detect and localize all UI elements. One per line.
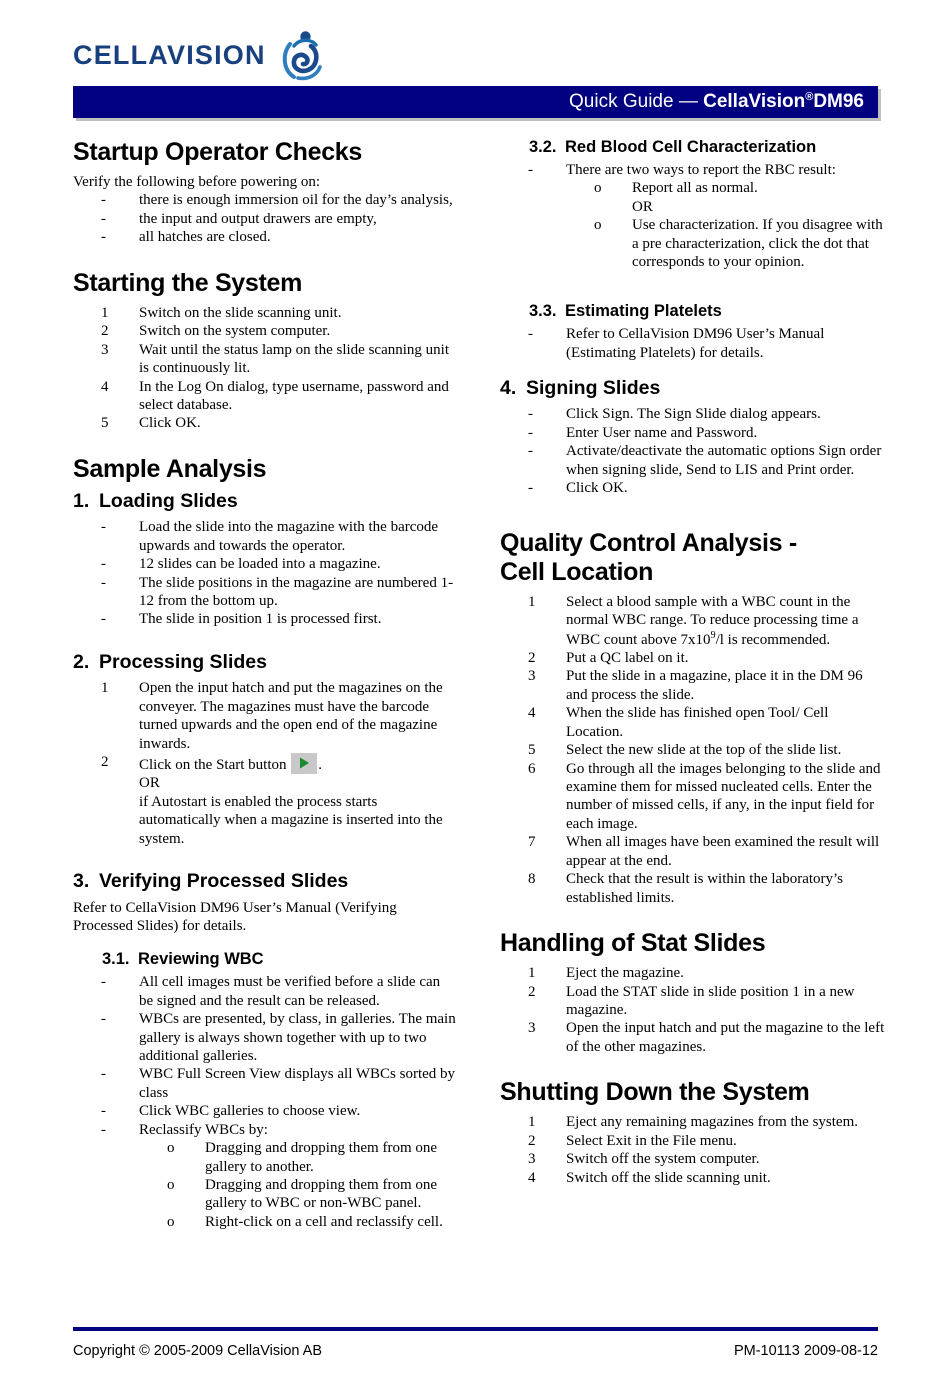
list-item-text: Click Sign. The Sign Slide dialog appears. [566, 406, 821, 423]
heading-reviewing-wbc [73, 950, 458, 970]
section-number: 1. [73, 489, 90, 512]
quick-guide-title [569, 91, 864, 113]
qc-step1-text-b: /l is recommended. [715, 631, 831, 648]
list-item [73, 518, 458, 555]
list-item-text: Switch off the system computer. [566, 1151, 760, 1168]
subsection-title: Estimating Platelets [565, 302, 722, 321]
bullet-dash: - [101, 974, 106, 991]
list-item [500, 405, 885, 423]
list-item-text: In the Log On dialog, type username, password and select database. [139, 378, 449, 413]
bullet-dash: - [528, 161, 533, 178]
list-item [500, 964, 885, 982]
list-item [500, 161, 885, 179]
qc-step1-text-a: Select a blood sample with a WBC count in the normal WBC range. To reduce processing time a WBC count above 7x10 [566, 593, 859, 648]
step-number: 2 [528, 1132, 536, 1149]
list-item [73, 378, 458, 415]
list-item [500, 479, 885, 497]
list-item-text: Right-click on a cell and reclassify cell. [205, 1213, 443, 1230]
step-number: 1 [101, 680, 109, 697]
startup-checklist [73, 191, 458, 246]
list-item-text: Open the input hatch and put the magazine to the left of the other magazines. [566, 1020, 885, 1055]
bullet-dash: - [101, 192, 106, 209]
list-item [500, 1169, 885, 1187]
bullet-dash: - [528, 443, 533, 460]
subsection-title: Red Blood Cell Characterization [565, 138, 817, 156]
list-item [500, 833, 885, 870]
bullet-dash: - [101, 1011, 106, 1028]
section-title: Processing Slides [99, 650, 267, 673]
bullet-dash: - [101, 1103, 106, 1120]
stat-slides-steps [500, 964, 885, 1056]
autostart-text: if Autostart is enabled the process starts automatically when a magazine is inserted into the system. [139, 793, 443, 847]
list-item [500, 983, 885, 1020]
list-item-text: Enter User name and Password. [566, 424, 758, 441]
list-item [73, 753, 458, 848]
step-number: 2 [528, 983, 536, 1000]
bullet-dash: - [101, 210, 106, 227]
wbc-count-exponent: 9 [710, 629, 716, 641]
step-number: 5 [528, 742, 536, 759]
step-number: 1 [528, 965, 536, 982]
bullet-none [594, 198, 632, 216]
list-item-text: There are two ways to report the RBC result: [566, 161, 836, 178]
title-model: DM96 [813, 91, 864, 113]
list-item-text: Load the STAT slide in slide position 1 in a new magazine. [566, 983, 855, 1018]
list-item [500, 325, 885, 362]
list-item [73, 1102, 458, 1120]
start-button-instruction: Click on the Start button [139, 756, 287, 773]
heading-quality-control-analysis [500, 529, 885, 587]
heading-red-blood-cell-characterization [500, 138, 885, 158]
list-item-text: Go through all the images belonging to the slide and examine them for missed nucleated cells. Enter the number of missed cells, if any, in the input field for each image. [566, 760, 881, 832]
step-number: 1 [528, 593, 536, 610]
list-item [500, 649, 885, 667]
bullet-circle: o [594, 180, 602, 197]
title-brand: CellaVision [703, 91, 806, 113]
list-item-text: WBCs are presented, by class, in galleries. The main gallery is always shown together with up to two additional galleries. [139, 1011, 456, 1064]
processing-slides-steps [73, 679, 458, 848]
list-item [500, 1150, 885, 1168]
list-item [73, 679, 458, 753]
list-item [500, 442, 885, 479]
step-number: 2 [101, 753, 109, 770]
list-item [500, 198, 885, 216]
list-item [73, 210, 458, 228]
signing-slides-list [500, 405, 885, 497]
section-title: Verifying Processed Slides [99, 870, 349, 893]
list-item-text: When the slide has finished open Tool/ Cell Location. [566, 705, 829, 740]
list-item [73, 1010, 458, 1065]
step-number: 3 [101, 341, 109, 358]
list-item-text: Click WBC galleries to choose view. [139, 1103, 361, 1120]
rbc-list [500, 161, 885, 272]
step-number: 7 [528, 834, 536, 851]
step-number: 3 [528, 1151, 536, 1168]
subsection-title: Reviewing WBC [138, 950, 264, 969]
step-number: 3 [528, 1020, 536, 1037]
list-item-text: Click OK. [139, 415, 201, 432]
step-number: 4 [101, 378, 109, 395]
list-item-text: Activate/deactivate the automatic options Sign order when signing slide, Send to LIS and Print order. [566, 443, 882, 478]
list-item-text: The slide positions in the magazine are numbered 1-12 from the bottom up. [139, 574, 454, 609]
step-number: 1 [528, 1114, 536, 1131]
list-item-text: Switch on the slide scanning unit. [139, 304, 342, 321]
list-item [73, 322, 458, 340]
list-item-text: Refer to CellaVision DM96 User’s Manual (Estimating Platelets) for details. [566, 326, 825, 361]
list-item-text: Use characterization. If you disagree with a pre characterization, click the dot that corresponds to your opinion. [632, 217, 883, 270]
list-item [73, 1065, 458, 1102]
step-number: 5 [101, 415, 109, 432]
list-item-text: WBC Full Screen View displays all WBCs sorted by class [139, 1066, 456, 1101]
loading-slides-list [73, 518, 458, 629]
list-item [500, 741, 885, 759]
list-item [500, 593, 885, 649]
list-item-text: Reclassify WBCs by: [139, 1121, 268, 1138]
list-item [73, 610, 458, 628]
step-number: 6 [528, 760, 536, 777]
list-item [73, 304, 458, 322]
bullet-dash: - [101, 1066, 106, 1083]
step-number: 2 [101, 323, 109, 340]
list-item [73, 1176, 458, 1213]
bullet-dash: - [101, 1121, 106, 1138]
list-item [73, 1139, 458, 1176]
subsection-number: 3.2. [529, 138, 557, 156]
bullet-dash: - [528, 480, 533, 497]
bullet-dash: - [101, 229, 106, 246]
verifying-slides-intro: Refer to CellaVision DM96 User’s Manual (Verifying Processed Slides) for details. [73, 899, 397, 934]
list-item [73, 341, 458, 378]
list-item-text: All cell images must be verified before a slide can be signed and the result can be released. [139, 974, 441, 1009]
bullet-circle: o [167, 1213, 175, 1230]
step-number: 4 [528, 705, 536, 722]
step-number: 2 [528, 649, 536, 666]
bullet-circle: o [167, 1140, 175, 1157]
subsection-number: 3.1. [102, 950, 130, 969]
list-item [500, 179, 885, 197]
quality-control-steps [500, 593, 885, 907]
bullet-dash: - [101, 556, 106, 573]
document-id: PM-10113 2009-08-12 [733, 1343, 878, 1359]
bullet-dash: - [101, 611, 106, 628]
qc-heading-line2: Cell Location [500, 557, 654, 586]
reviewing-wbc-list [73, 973, 458, 1231]
step-number: 1 [101, 304, 109, 321]
registered-mark: ® [805, 90, 814, 103]
heading-handling-of-stat-slides: Handling of Stat Slides [500, 929, 766, 958]
list-item-text: Report all as normal. [632, 180, 758, 197]
subsection-number: 3.3. [529, 302, 557, 321]
list-item-text: Load the slide into the magazine with the barcode upwards and towards the operator. [139, 519, 439, 554]
list-item-text: Switch off the slide scanning unit. [566, 1169, 771, 1186]
bullet-circle: o [167, 1177, 175, 1194]
bullet-dash: - [528, 424, 533, 441]
list-item [73, 228, 458, 246]
cellavision-figure-logo-icon [278, 28, 324, 82]
list-item-text: When all images have been examined the result will appear at the end. [566, 834, 880, 869]
list-item [73, 973, 458, 1010]
copyright-notice: Copyright © 2005-2009 CellaVision AB [73, 1343, 323, 1359]
section-number: 2. [73, 650, 90, 673]
bullet-dash: - [101, 574, 106, 591]
footer-divider [73, 1327, 878, 1331]
heading-processing-slides [73, 651, 458, 674]
logo-wordmark: CELLAVISION [73, 39, 266, 70]
heading-loading-slides [73, 490, 458, 513]
qc-heading-line1: Quality Control Analysis - [500, 528, 797, 557]
list-item-text: Open the input hatch and put the magazines on the conveyer. The magazines must have the barcode turned upwards and the open end of the magazine inwards. [139, 680, 443, 752]
bullet-circle: o [594, 217, 602, 234]
or-label: OR [632, 198, 653, 215]
heading-estimating-platelets [500, 302, 885, 322]
list-item-text: Dragging and dropping them from one gallery to another. [205, 1140, 438, 1175]
brand-logo [73, 28, 324, 82]
start-play-button-icon[interactable] [291, 753, 317, 774]
heading-shutting-down-the-system: Shutting Down the System [500, 1078, 810, 1107]
list-item [500, 760, 885, 834]
list-item [500, 704, 885, 741]
list-item-text: The slide in position 1 is processed first. [139, 611, 382, 628]
heading-starting-the-system: Starting the System [73, 268, 303, 297]
starting-system-steps [73, 304, 458, 433]
list-item-text: 12 slides can be loaded into a magazine. [139, 556, 381, 573]
list-item-text: the input and output drawers are empty, [139, 210, 377, 227]
list-item [500, 1132, 885, 1150]
list-item-text: Switch on the system computer. [139, 323, 331, 340]
heading-sample-analysis: Sample Analysis [73, 454, 267, 483]
step-number: 4 [528, 1169, 536, 1186]
list-item [500, 424, 885, 442]
step-number: 8 [528, 871, 536, 888]
list-item [500, 870, 885, 907]
list-item-text: Eject the magazine. [566, 965, 684, 982]
or-label: OR [139, 775, 160, 792]
start-button-period: . [318, 756, 322, 773]
list-item-text: Dragging and dropping them from one gallery to WBC or non-WBC panel. [205, 1177, 438, 1212]
quick-guide-title-bar [73, 86, 878, 118]
platelets-list [500, 325, 885, 362]
shutdown-steps [500, 1113, 885, 1187]
heading-startup-operator-checks: Startup Operator Checks [73, 138, 363, 166]
heading-verifying-processed-slides [73, 870, 458, 893]
list-item-text: there is enough immersion oil for the day’s analysis, [139, 192, 453, 209]
list-item [500, 1113, 885, 1131]
step-number: 3 [528, 668, 536, 685]
list-item-text [139, 753, 458, 848]
section-title: Loading Slides [99, 489, 238, 512]
section-number: 4. [500, 377, 517, 400]
startup-intro: Verify the following before powering on: [73, 174, 321, 190]
list-item [500, 1019, 885, 1056]
title-prefix: Quick Guide — [569, 91, 704, 113]
list-item-text: Put the slide in a magazine, place it in the DM 96 and process the slide. [566, 668, 863, 703]
section-title: Signing Slides [526, 377, 661, 400]
bullet-dash: - [528, 326, 533, 343]
left-column [73, 138, 458, 1231]
list-item-text: Put a QC label on it. [566, 649, 689, 666]
list-item-text: Eject any remaining magazines from the system. [566, 1114, 858, 1131]
bullet-dash: - [101, 519, 106, 536]
list-item [73, 574, 458, 611]
list-item-text [566, 593, 885, 649]
right-column [500, 138, 885, 1187]
bullet-dash: - [528, 406, 533, 423]
list-item [73, 191, 458, 209]
list-item [73, 1121, 458, 1139]
list-item-text: Click OK. [566, 480, 628, 497]
list-item [73, 414, 458, 432]
list-item [500, 216, 885, 271]
heading-signing-slides [500, 377, 885, 400]
page-footer [73, 1343, 878, 1359]
list-item-text: all hatches are closed. [139, 229, 271, 246]
list-item-text: Select the new slide at the top of the slide list. [566, 742, 842, 759]
list-item-text: Check that the result is within the laboratory’s established limits. [566, 871, 844, 906]
section-number: 3. [73, 870, 90, 893]
list-item-text: Select Exit in the File menu. [566, 1132, 737, 1149]
list-item-text: Wait until the status lamp on the slide scanning unit is continuously lit. [139, 341, 449, 377]
list-item [500, 667, 885, 704]
list-item [73, 555, 458, 573]
list-item [73, 1213, 458, 1231]
